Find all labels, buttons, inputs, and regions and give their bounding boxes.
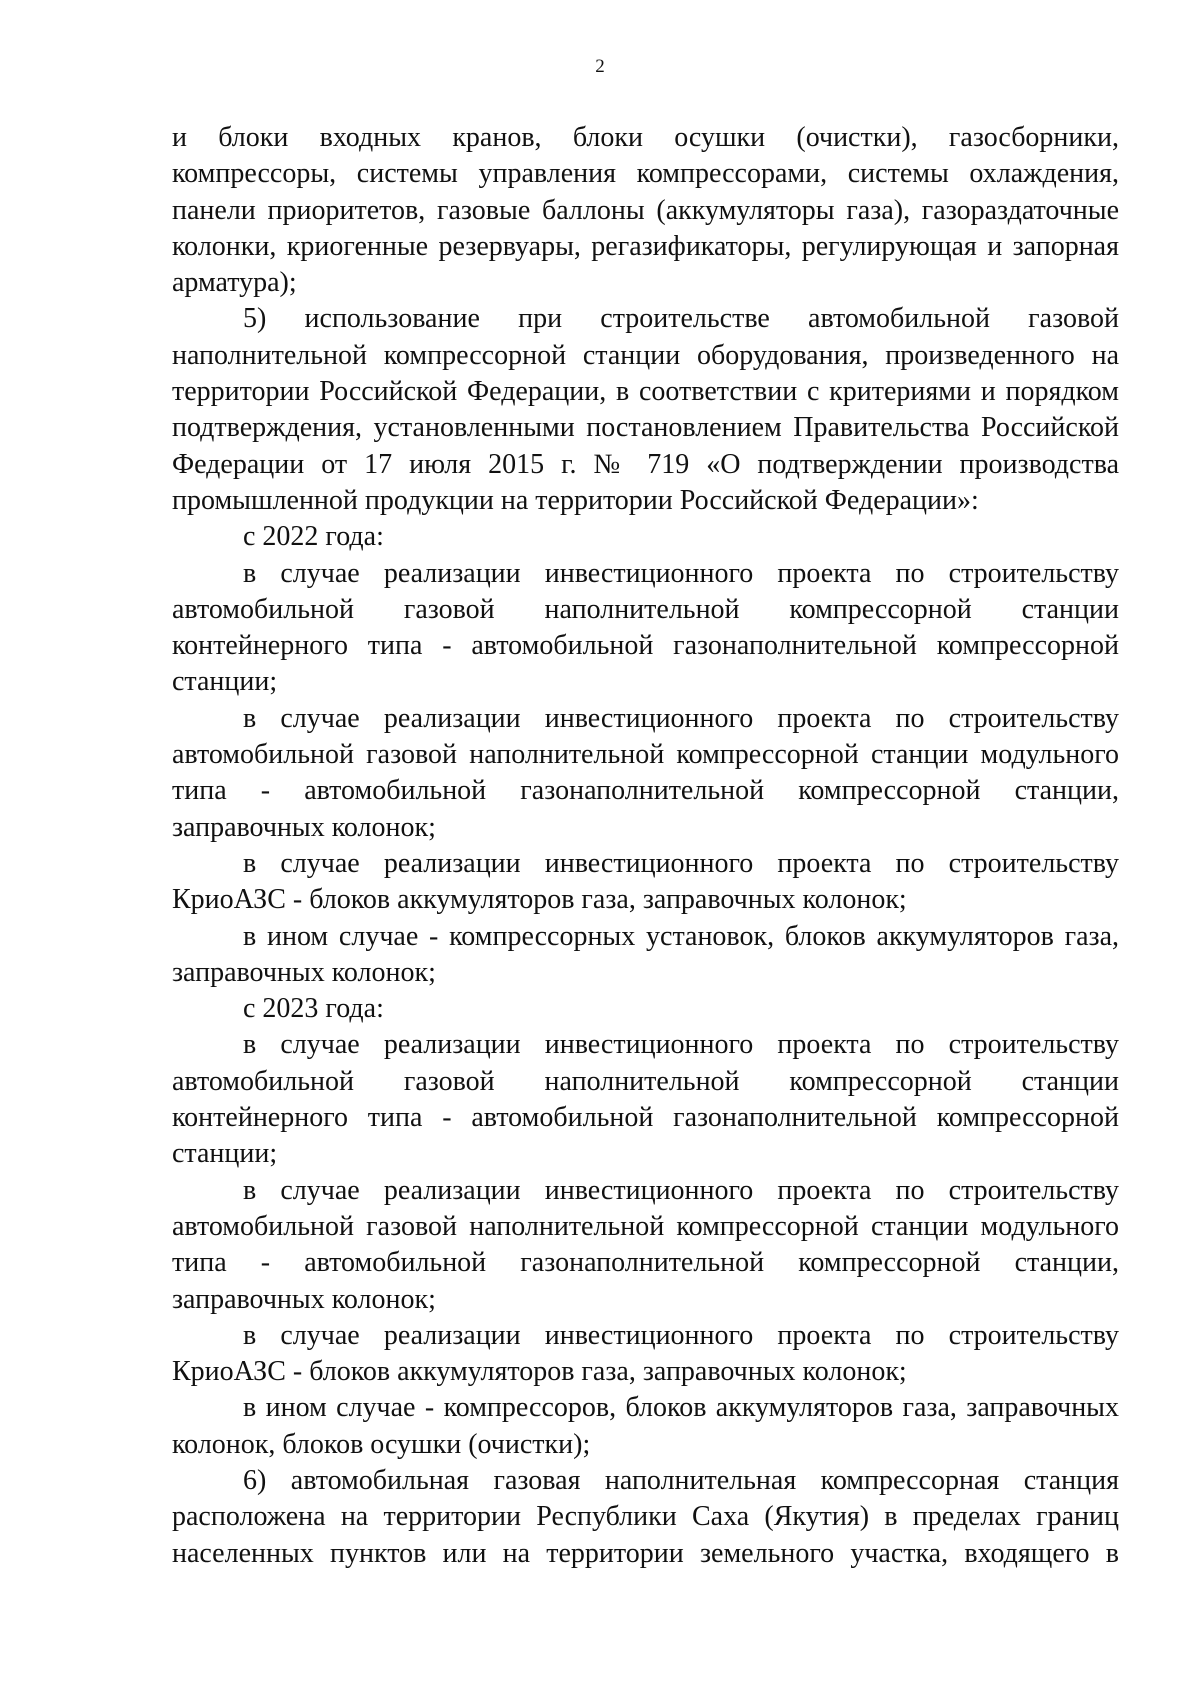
paragraph-2022-container-type: в случае реализации инвестиционного проекта по строительству автомобильной газовой наполнительной компрессорной станции контейнерного типа - автомобильной газонаполнительной компрессорной станции; xyxy=(172,557,1119,698)
paragraph-equipment-list-continuation: и блоки входных кранов, блоки осушки (очистки), газосборники, компрессоры, системы управления компрессорами, системы охлаждения, панели приоритетов, газовые баллоны (аккумуляторы газа), газораздаточные колонки, криогенные резервуары, регазификаторы, регулирующая и запорная арматура); xyxy=(172,122,1119,299)
paragraph-2022-crioazs: в случае реализации инвестиционного проекта по строительству КриоАЗС - блоков аккумуляторов газа, заправочных колонок; xyxy=(172,847,1119,916)
paragraph-2023-other-case: в ином случае - компрессоров, блоков аккумуляторов газа, заправочных колонок, блоков осушки (очистки); xyxy=(172,1392,1119,1460)
paragraph-2023-crioazs: в случае реализации инвестиционного проекта по строительству КриоАЗС - блоков аккумуляторов газа, заправочных колонок; xyxy=(172,1319,1119,1388)
paragraph-2022-modular-type: в случае реализации инвестиционного проекта по строительству автомобильной газовой наполнительной компрессорной станции модульного типа - автомобильной газонаполнительной компрессорной станции, заправочных колонок; xyxy=(172,702,1119,843)
paragraph-item-5: 5) использование при строительстве автомобильной газовой наполнительной компрессорной станции оборудования, произведенного на территории Российской Федерации, в соответствии с критериями и порядком подтверждения, установленными постановлением Правительства Российской Федерации от 17 июля 2015 г. № 719 «О подтверждении производства промышленной продукции на территории Российской Федерации»: xyxy=(172,303,1119,516)
page-number: 2 xyxy=(595,56,605,77)
paragraph-2023-container-type: в случае реализации инвестиционного проекта по строительству автомобильной газовой наполнительной компрессорной станции контейнерного типа - автомобильной газонаполнительной компрессорной станции; xyxy=(172,1029,1119,1170)
paragraph-from-2022: с 2022 года: xyxy=(243,521,384,553)
paragraph-from-2023: с 2023 года: xyxy=(243,993,384,1025)
paragraph-2023-modular-type: в случае реализации инвестиционного проекта по строительству автомобильной газовой наполнительной компрессорной станции модульного типа - автомобильной газонаполнительной компрессорной станции, заправочных колонок; xyxy=(172,1174,1119,1315)
document-body xyxy=(172,120,1119,1572)
paragraph-2022-other-case: в ином случае - компрессорных установок, блоков аккумуляторов газа, заправочных колонок; xyxy=(172,920,1119,988)
paragraph-item-6: 6) автомобильная газовая наполнительная компрессорная станция расположена на территории Республики Саха (Якутия) в пределах границ населенных пунктов или на территории земельного участка, входящего в xyxy=(172,1464,1119,1569)
